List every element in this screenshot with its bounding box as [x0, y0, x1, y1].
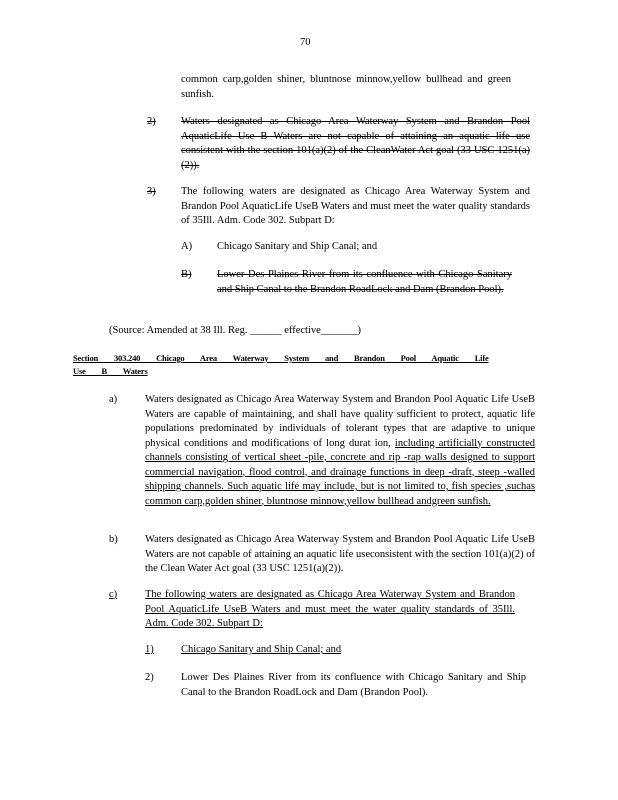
para-a-text: Waters designated as Chicago Area Waterway System and Brandon Pool Aquatic Life UseB Waters are capable of maintaining, and shall have quality sufficient to protect, aquatic life populations predominated by individuals of tolerant types that are adaptive to unique physical conditions and modifications of long durat ion, — [145, 394, 535, 449]
para-a — [145, 393, 535, 519]
sub-b-label: B) — [181, 269, 192, 280]
species-continuation: common carp,golden shiner, bluntnose minnow,yellow bullhead and green sunfish. — [181, 74, 511, 100]
item-2-text: Waters designated as Chicago Area Waterway System and Brandon Pool AquaticLife Use B Waters are not capable of attaining an aquatic life use consistent with the section 101(a)(2) of the CleanWater Act goal (33 USC 1251(a)(2)). — [181, 116, 530, 171]
para-c-text: The following waters are designated as Chicago Area Waterway System and Brandon Pool AquaticLife UseB Waters and must meet the water quality standards of 35Ill. Adm. Code 302. Subpart D: — [145, 589, 515, 629]
para-b-label: b) — [109, 534, 118, 545]
item-c1-text: Chicago Sanitary and Ship Canal; and — [181, 644, 342, 655]
sub-b-text: Lower Des Plaines River from its confluence with Chicago Sanitary and Ship Canal to the Brandon RoadLock and Dam (Brandon Pool). — [217, 269, 512, 295]
item-c1-label: 1) — [145, 644, 154, 655]
para-a-inserted-text: including artificially constructed channels consisting of vertical sheet -pile, concrete and rip -rap walls designed to support commercial navigation, flood control, and drainage functions in deep -draft, steep -walled shipping channels. Such aquatic life may include, but is not limited to, fish species ,suchas common carp,golden shiner, bluntnose minnow,yellow bullhead andgreen sunfish. — [145, 437, 535, 507]
item-3-number: 3) — [147, 186, 156, 197]
item-2-number: 2) — [147, 116, 156, 127]
section-heading: Section 303.240 Chicago Area Waterway System and Brandon Pool Aquatic Life Use B Waters — [73, 353, 489, 376]
sub-a-label: A) — [181, 241, 193, 252]
page-number: 70 — [300, 37, 311, 48]
item-c2-text: Lower Des Plaines River from its confluence with Chicago Sanitary and Ship Canal to the Brandon RoadLock and Dam (Brandon Pool). — [181, 672, 526, 698]
para-b-text: Waters designated as Chicago Area Waterway System and Brandon Pool Aquatic Life UseB Waters are not capable of attaining an aquatic life useconsistent with the section 101(a)(2) of the Clean Water Act goal (33 USC 1251(a)(2)). — [145, 534, 535, 574]
item-c2-label: 2) — [145, 672, 154, 683]
sub-a-text: Chicago Sanitary and Ship Canal; and — [217, 241, 378, 252]
para-c-label: c) — [109, 589, 118, 600]
source-note: (Source: Amended at 38 Ill. Reg. ______ effective_______) — [109, 325, 362, 336]
item-3-text: The following waters are designated as Chicago Area Waterway System and Brandon Pool AquaticLife UseB Waters and must meet the water quality standards of 35Ill. Adm. Code 302. Subpart D: — [181, 186, 530, 226]
para-a-label: a) — [109, 394, 118, 405]
